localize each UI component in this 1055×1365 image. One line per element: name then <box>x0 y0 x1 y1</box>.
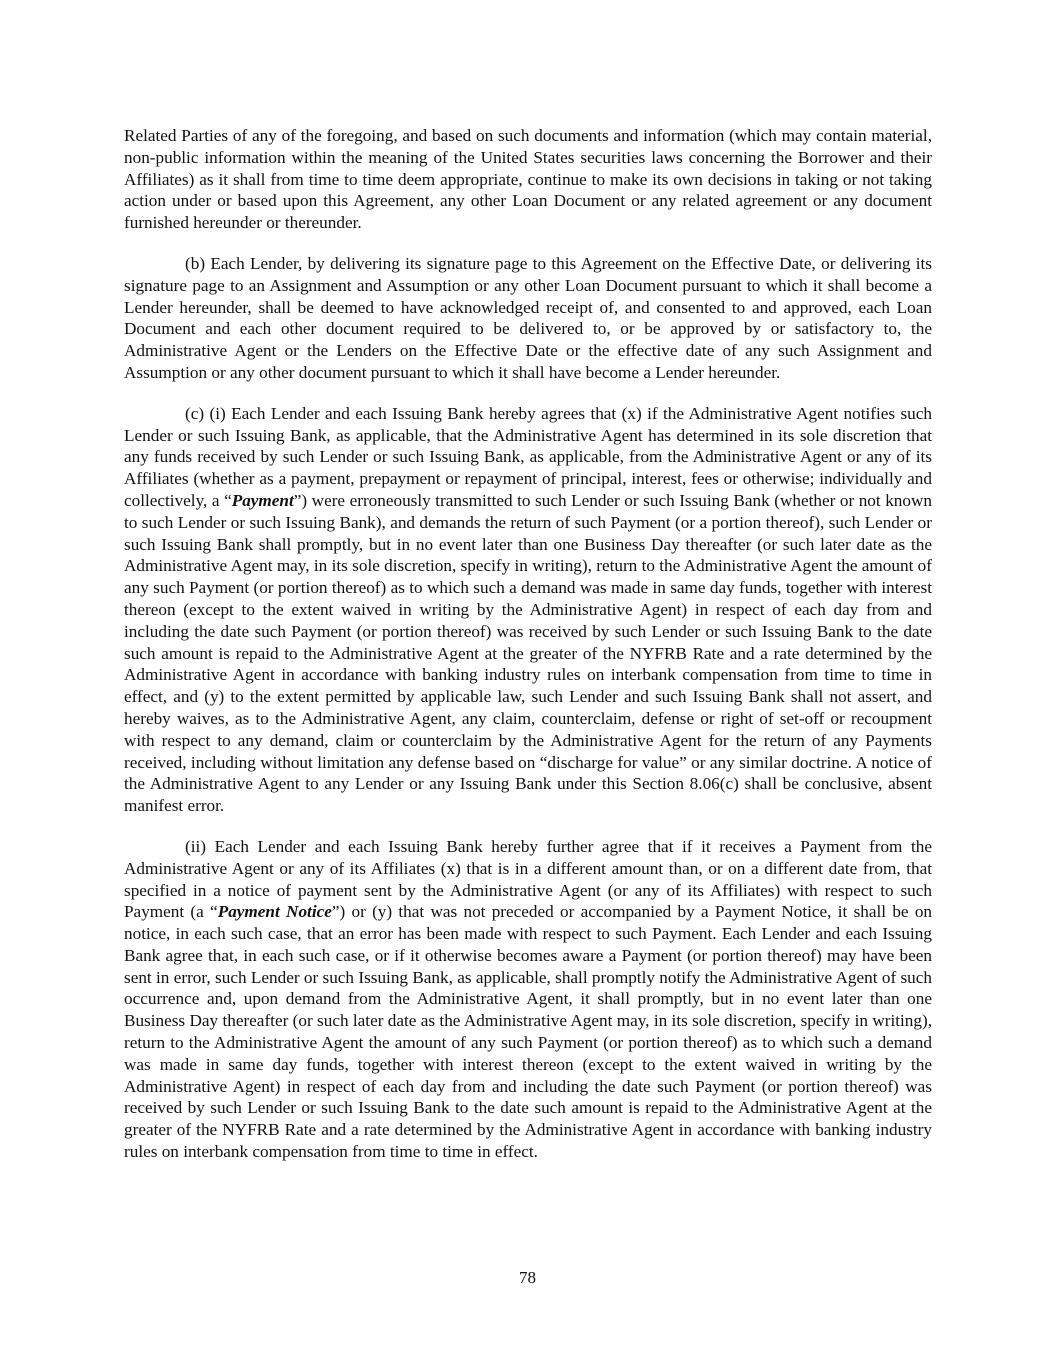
paragraph-c-i-text-before: (c) (i) Each Lender and each Issuing Bank hereby agrees that (x) if the Administrative Agent notifies such Lender or such Issuing Bank, as applicable, that the Administrative Agent has determined in its sole discretion that any funds received by such Lender or such Issuing Bank, as applicable, from the Administrative Agent or any of its Affiliates (whether as a payment, prepayment or repayment of principal, interest, fees or otherwise; individually and collectively, a “ <box>124 403 932 510</box>
page-number: 78 <box>519 1268 536 1287</box>
paragraph-c-ii-text-after: ”) or (y) that was not preceded or accompanied by a Payment Notice, it shall be on notice, in each such case, that an error has been made with respect to such Payment. Each Lender and each Issuing Bank agree that, in each such case, or if it otherwise becomes aware a Payment (or portion thereof) may have been sent in error, such Lender or such Issuing Bank, as applicable, shall promptly notify the Administrative Agent of such occurrence and, upon demand from the Administrative Agent, it shall promptly, but in no event later than one Business Day thereafter (or such later date as the Administrative Agent may, in its sole discretion, specify in writing), return to the Administrative Agent the amount of any such Payment (or portion thereof) as to which such a demand was made in same day funds, together with interest thereon (except to the extent waived in writing by the Administrative Agent) in respect of each day from and including the date such Payment (or portion thereof) was received by such Lender or such Issuing Bank to the date such amount is repaid to the Administrative Agent at the greater of the NYFRB Rate and a rate determined by the Administrative Agent in accordance with banking industry rules on interbank compensation from time to time in effect. <box>124 902 933 1162</box>
defined-term-payment-notice: Payment Notice <box>217 902 332 922</box>
defined-term-payment: Payment <box>231 490 294 510</box>
paragraph-c-ii <box>124 836 932 1163</box>
document-body <box>124 125 932 1182</box>
paragraph-c-ii-text-before: (ii) Each Lender and each Issuing Bank hereby further agree that if it receives a Payment from the Administrative Agent or any of its Affiliates (x) that is in a different amount than, or on a different date from, that specified in a notice of payment sent by the Administrative Agent (or any of its Affiliates) with respect to such Payment (a “ <box>124 836 932 922</box>
paragraph-c-i-text-after: ”) were erroneously transmitted to such Lender or such Issuing Bank (whether or not known to such Lender or such Issuing Bank), and demands the return of such Payment (or a portion thereof), such Lender or such Issuing Bank shall promptly, but in no event later than one Business Day thereafter (or such later date as the Administrative Agent may, in its sole discretion, specify in writing), return to the Administrative Agent the amount of any such Payment (or portion thereof) as to which such a demand was made in same day funds, together with interest thereon (except to the extent waived in writing by the Administrative Agent) in respect of each day from and including the date such Payment (or portion thereof) was received by such Lender or such Issuing Bank to the date such amount is repaid to the Administrative Agent at the greater of the NYFRB Rate and a rate determined by the Administrative Agent in accordance with banking industry rules on interbank compensation from time to time in effect, and (y) to the extent permitted by applicable law, such Lender and such Issuing Bank shall not assert, and hereby waives, as to the Administrative Agent, any claim, counterclaim, defense or right of set-off or recoupment with respect to any demand, claim or counterclaim by the Administrative Agent for the return of any Payments received, including without limitation any defense based on “discharge for value” or any similar doctrine. A notice of the Administrative Agent to any Lender or any Issuing Bank under this Section 8.06(c) shall be conclusive, absent manifest error. <box>124 490 932 816</box>
paragraph-continuation: Related Parties of any of the foregoing, and based on such documents and information (which may contain material, non-public information within the meaning of the United States securities laws concerning the Borrower and their Affiliates) as it shall from time to time deem appropriate, continue to make its own decisions in taking or not taking action under or based upon this Agreement, any other Loan Document or any related agreement or any document furnished hereunder or thereunder. <box>124 126 932 233</box>
paragraph-c-i <box>124 403 932 817</box>
paragraph-b: (b) Each Lender, by delivering its signature page to this Agreement on the Effective Date, or delivering its signature page to an Assignment and Assumption or any other Loan Document pursuant to which it shall become a Lender hereunder, shall be deemed to have acknowledged receipt of, and consented to and approved, each Loan Document and each other document required to be delivered to, or be approved by or satisfactory to, the Administrative Agent or the Lenders on the Effective Date or the effective date of any such Assignment and Assumption or any other document pursuant to which it shall have become a Lender hereunder. <box>124 253 932 382</box>
